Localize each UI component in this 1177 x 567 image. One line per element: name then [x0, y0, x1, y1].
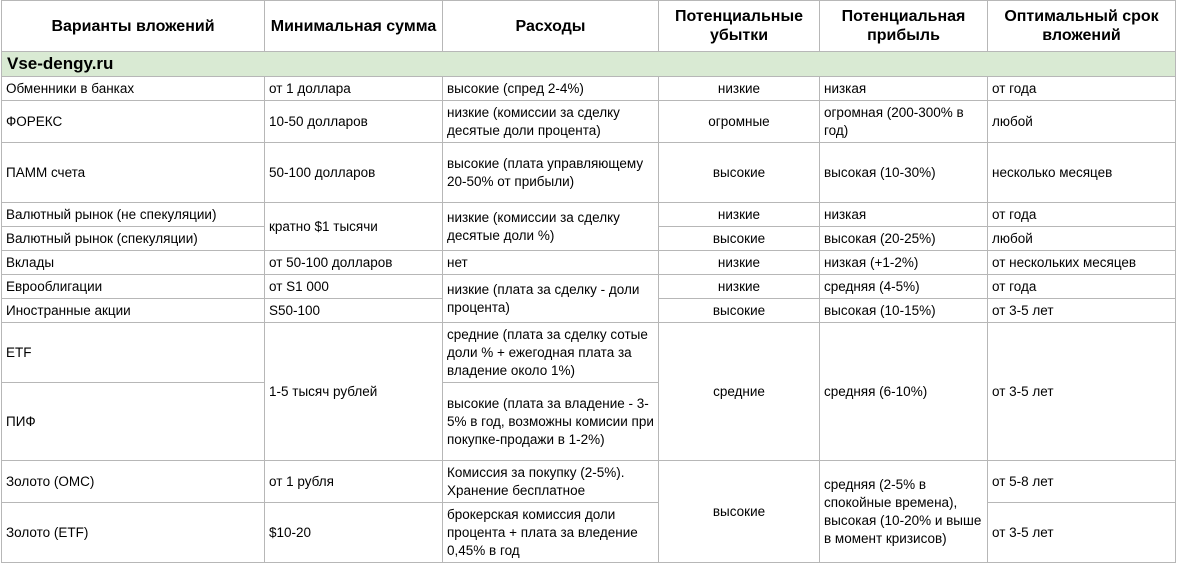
table-row [2, 503, 1176, 563]
cell-term: от года [988, 275, 1176, 299]
cell-term: от года [988, 77, 1176, 101]
cell-min: от S1 000 [265, 275, 443, 299]
cell-costs: Комиссия за покупку (2-5%). Хранение бесплатное [443, 461, 659, 503]
cell-min: 10-50 долларов [265, 101, 443, 143]
table-row [2, 77, 1176, 101]
header-cell: Расходы [443, 1, 659, 52]
cell-name: ПИФ [2, 383, 265, 461]
cell-profit: высокая (10-30%) [820, 143, 988, 203]
cell-min: от 50-100 долларов [265, 251, 443, 275]
cell-min: $10-20 [265, 503, 443, 563]
cell-costs: высокие (плата за владение - 3-5% в год, возможны комисии при покупке-продажи в 1-2%) [443, 383, 659, 461]
header-row [2, 1, 1176, 52]
cell-name: Вклады [2, 251, 265, 275]
cell-name: ФОРЕКС [2, 101, 265, 143]
cell-profit: средняя (4-5%) [820, 275, 988, 299]
cell-name: Золото (ОМС) [2, 461, 265, 503]
cell-name: Золото (ETF) [2, 503, 265, 563]
cell-loss: низкие [659, 275, 820, 299]
cell-profit: низкая [820, 77, 988, 101]
cell-term: от года [988, 203, 1176, 227]
cell-loss: средние [659, 323, 820, 461]
cell-name: Иностранные акции [2, 299, 265, 323]
section-title: Vse-dengy.ru [2, 52, 1176, 77]
cell-profit: высокая (20-25%) [820, 227, 988, 251]
header-cell: Потенциальные убытки [659, 1, 820, 52]
cell-profit: средняя (6-10%) [820, 323, 988, 461]
cell-profit: средняя (2-5% в спокойные времена), высокая (10-20% и выше в момент кризисов) [820, 461, 988, 563]
cell-min: 50-100 долларов [265, 143, 443, 203]
cell-costs: брокерская комиссия доли процента + плата за вледение 0,45% в год [443, 503, 659, 563]
cell-loss: низкие [659, 77, 820, 101]
cell-profit: огромная (200-300% в год) [820, 101, 988, 143]
cell-loss: огромные [659, 101, 820, 143]
cell-name: ПАММ счета [2, 143, 265, 203]
cell-min: 1-5 тысяч рублей [265, 323, 443, 461]
cell-term: от нескольких месяцев [988, 251, 1176, 275]
cell-profit: высокая (10-15%) [820, 299, 988, 323]
cell-loss: низкие [659, 251, 820, 275]
cell-min: кратно $1 тысячи [265, 203, 443, 251]
cell-min: S50-100 [265, 299, 443, 323]
cell-costs: средние (плата за сделку сотые доли % + ежегодная плата за владение около 1%) [443, 323, 659, 383]
cell-loss: высокие [659, 227, 820, 251]
table-row [2, 275, 1176, 299]
cell-name: Валютный рынок (спекуляции) [2, 227, 265, 251]
table-row [2, 323, 1176, 383]
cell-min: от 1 доллара [265, 77, 443, 101]
header-cell: Варианты вложений [2, 1, 265, 52]
cell-costs: низкие (комиссии за сделку десятые доли процента) [443, 101, 659, 143]
cell-term: от 3-5 лет [988, 299, 1176, 323]
cell-loss: высокие [659, 143, 820, 203]
cell-term: несколько месяцев [988, 143, 1176, 203]
cell-costs: высокие (спред 2-4%) [443, 77, 659, 101]
section-row [2, 52, 1176, 77]
cell-costs: низкие (плата за сделку - доли процента) [443, 275, 659, 323]
cell-term: от 3-5 лет [988, 503, 1176, 563]
cell-loss: низкие [659, 203, 820, 227]
cell-loss: высокие [659, 461, 820, 563]
cell-name: Обменники в банках [2, 77, 265, 101]
investment-table [1, 0, 1176, 563]
cell-profit: низкая (+1-2%) [820, 251, 988, 275]
table-row [2, 461, 1176, 503]
table-row [2, 251, 1176, 275]
table-row [2, 143, 1176, 203]
cell-term: от 5-8 лет [988, 461, 1176, 503]
cell-term: любой [988, 227, 1176, 251]
cell-term: любой [988, 101, 1176, 143]
header-cell: Оптимальный срок вложений [988, 1, 1176, 52]
header-cell: Минимальная сумма [265, 1, 443, 52]
cell-costs: нет [443, 251, 659, 275]
cell-name: Валютный рынок (не спекуляции) [2, 203, 265, 227]
cell-loss: высокие [659, 299, 820, 323]
cell-profit: низкая [820, 203, 988, 227]
table-row [2, 101, 1176, 143]
cell-name: Еврооблигации [2, 275, 265, 299]
cell-costs: высокие (плата управляющему 20-50% от прибыли) [443, 143, 659, 203]
cell-name: ETF [2, 323, 265, 383]
header-cell: Потенциальная прибыль [820, 1, 988, 52]
cell-term: от 3-5 лет [988, 323, 1176, 461]
table-row [2, 203, 1176, 227]
cell-min: от 1 рубля [265, 461, 443, 503]
cell-costs: низкие (комиссии за сделку десятые доли %) [443, 203, 659, 251]
